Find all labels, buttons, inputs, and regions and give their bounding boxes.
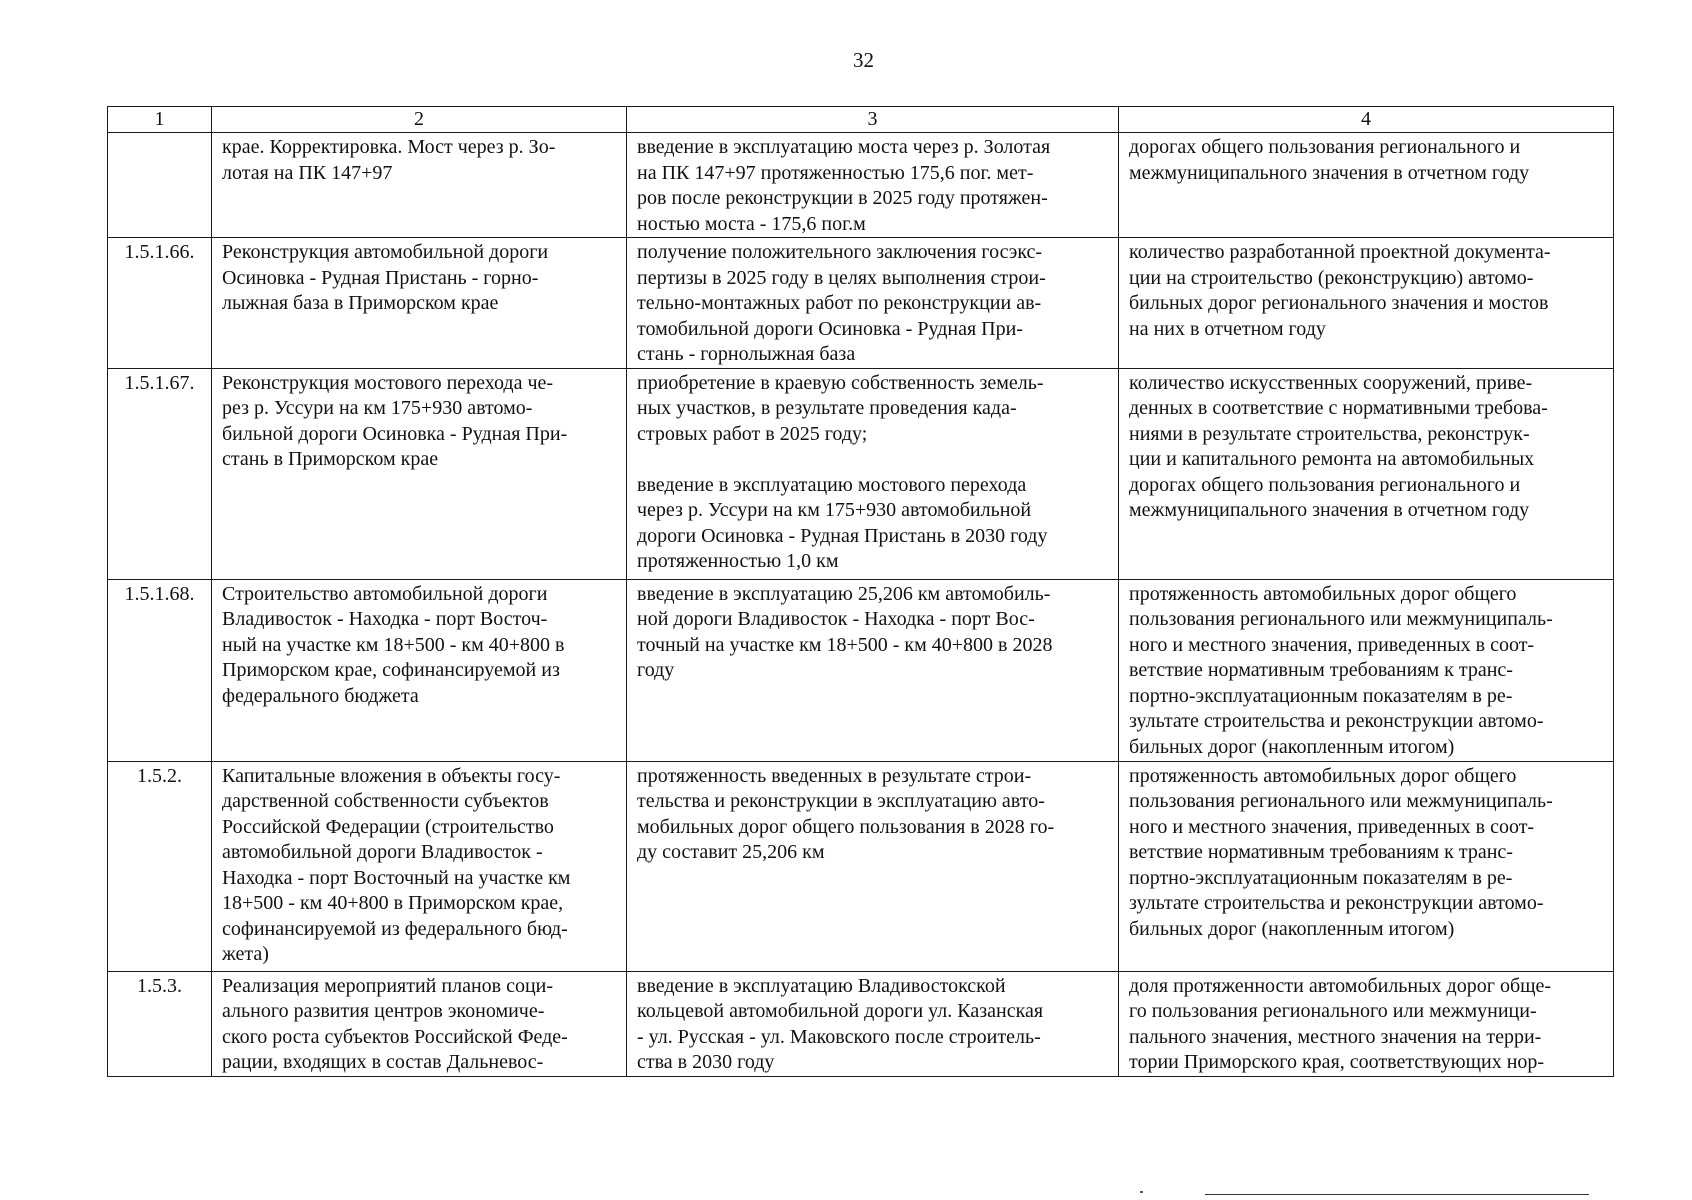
row-number: [108, 133, 212, 238]
indicator: протяженность автомобильных дорог общего пользования регионального или межмуниципаль- ного и местного значения, приведенных в соот- ветствие нормативным требованиям к транс- портно-эксплуатационным показателям в ре- зультате строительства и реконструкции автомо- бильных дорог (накопленным итогом): [1119, 579, 1614, 761]
measure-name: Реконструкция мостового перехода че- рез р. Уссури на км 175+930 автомо- бильной дороги Осиновка - Рудная При- стань в Приморском крае: [212, 368, 627, 579]
column-header-2: 2: [212, 107, 627, 133]
indicator: количество искусственных сооружений, приве- денных в соответствие с нормативными требова- ниями в результате строительства, реконструк- ции и капитального ремонта на автомобильных дорогах общего пользования регионального и межмуниципального значения в отчетном году: [1119, 368, 1614, 579]
footer-rule: [1205, 1194, 1589, 1195]
table-row: [108, 579, 1614, 761]
expected-result: введение в эксплуатацию Владивостокской кольцевой автомобильной дороги ул. Казанская - ул. Русская - ул. Маковского после строитель- ства в 2030 году: [627, 971, 1119, 1076]
row-number: 1.5.2.: [108, 761, 212, 971]
scan-artifact: [1140, 1191, 1143, 1193]
table-row: [108, 238, 1614, 369]
measure-name: Строительство автомобильной дороги Владивосток - Находка - порт Восточ- ный на участке км 18+500 - км 40+800 в Приморском крае, софинансируемой из федерального бюджета: [212, 579, 627, 761]
indicator: дорогах общего пользования регионального и межмуниципального значения в отчетном году: [1119, 133, 1614, 238]
table-header-row: [108, 107, 1614, 133]
column-header-4: 4: [1119, 107, 1614, 133]
indicator: количество разработанной проектной документа- ции на строительство (реконструкцию) автомо- бильных дорог регионального значения и мостов на них в отчетном году: [1119, 238, 1614, 369]
expected-result: введение в эксплуатацию моста через р. Золотая на ПК 147+97 протяженностью 175,6 пог. мет- ров после реконструкции в 2025 году протяжен- ностью моста - 175,6 пог.м: [627, 133, 1119, 238]
table-row: [108, 133, 1614, 238]
page-number: 32: [853, 48, 874, 72]
measure-name: Капитальные вложения в объекты госу- дарственной собственности субъектов Российской Федерации (строительство автомобильной дороги Владивосток - Находка - порт Восточный на участке км 18+500 - км 40+800 в Приморском крае, софинансируемой из федерального бюд- жета): [212, 761, 627, 971]
row-number: 1.5.1.67.: [108, 368, 212, 579]
indicator: протяженность автомобильных дорог общего пользования регионального или межмуниципаль- ного и местного значения, приведенных в соот- ветствие нормативным требованиям к транс- портно-эксплуатационным показателям в ре- зультате строительства и реконструкции автомо- бильных дорог (накопленным итогом): [1119, 761, 1614, 971]
table-row: [108, 971, 1614, 1076]
row-number: 1.5.1.66.: [108, 238, 212, 369]
measures-table: [107, 106, 1614, 1077]
measure-name: крае. Корректировка. Мост через р. Зо- лотая на ПК 147+97: [212, 133, 627, 238]
expected-result: приобретение в краевую собственность земель- ных участков, в результате проведения када- стровых работ в 2025 году; введение в эксплуатацию мостового перехода через р. Уссури на км 175+930 автомобильной дороги Осиновка - Рудная Пристань в 2030 году протяженностью 1,0 км: [627, 368, 1119, 579]
column-header-1: 1: [108, 107, 212, 133]
expected-result: протяженность введенных в результате строи- тельства и реконструкции в эксплуатацию авто- мобильных дорог общего пользования в 2028 го- ду составит 25,206 км: [627, 761, 1119, 971]
measure-name: Реконструкция автомобильной дороги Осиновка - Рудная Пристань - горно- лыжная база в Приморском крае: [212, 238, 627, 369]
row-number: 1.5.3.: [108, 971, 212, 1076]
indicator: доля протяженности автомобильных дорог обще- го пользования регионального или межмуници- пального значения, местного значения на терри- тории Приморского края, соответствующих нор-: [1119, 971, 1614, 1076]
measure-name: Реализация мероприятий планов соци- ального развития центров экономиче- ского роста субъектов Российской Феде- рации, входящих в состав Дальневос-: [212, 971, 627, 1076]
table-row: [108, 368, 1614, 579]
column-header-3: 3: [627, 107, 1119, 133]
expected-result: получение положительного заключения госэкс- пертизы в 2025 году в целях выполнения строи- тельно-монтажных работ по реконструкции ав- томобильной дороги Осиновка - Рудная При- стань - горнолыжная база: [627, 238, 1119, 369]
expected-result: введение в эксплуатацию 25,206 км автомобиль- ной дороги Владивосток - Находка - порт Вос- точный на участке км 18+500 - км 40+800 в 2028 году: [627, 579, 1119, 761]
table-row: [108, 761, 1614, 971]
row-number: 1.5.1.68.: [108, 579, 212, 761]
